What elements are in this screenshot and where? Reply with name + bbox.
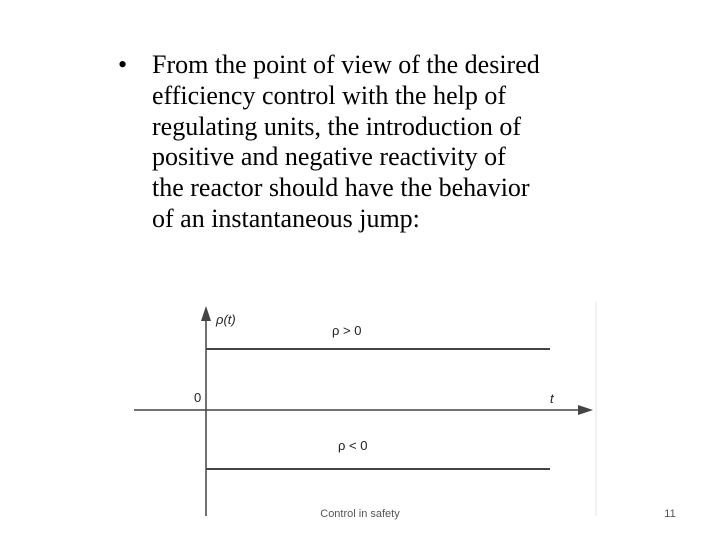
reactivity-jump-diagram	[130, 298, 600, 518]
bullet-line: efficiency control with the help of	[152, 80, 507, 110]
bullet-line: the reactor should have the behavior	[152, 173, 530, 203]
y-axis-label: ρ(t)	[216, 312, 236, 327]
x-axis-label: t	[550, 391, 554, 406]
bullet-line: From the point of view of the desired	[152, 50, 540, 79]
bullet-text	[152, 50, 618, 235]
bullet-line: regulating units, the introduction of	[152, 111, 521, 141]
positive-reactivity-label: ρ > 0	[332, 323, 362, 338]
x-axis-arrowhead	[578, 405, 593, 415]
page-number: 11	[664, 508, 676, 520]
bullet-line: of an instantaneous jump:	[152, 203, 420, 233]
footer-title: Control in safety	[320, 508, 400, 520]
negative-reactivity-label: ρ < 0	[338, 438, 368, 453]
origin-label: 0	[194, 390, 202, 405]
y-axis-arrowhead	[201, 306, 211, 321]
bullet-marker: •	[118, 50, 128, 79]
bullet-line: positive and negative reactivity of	[152, 142, 506, 172]
